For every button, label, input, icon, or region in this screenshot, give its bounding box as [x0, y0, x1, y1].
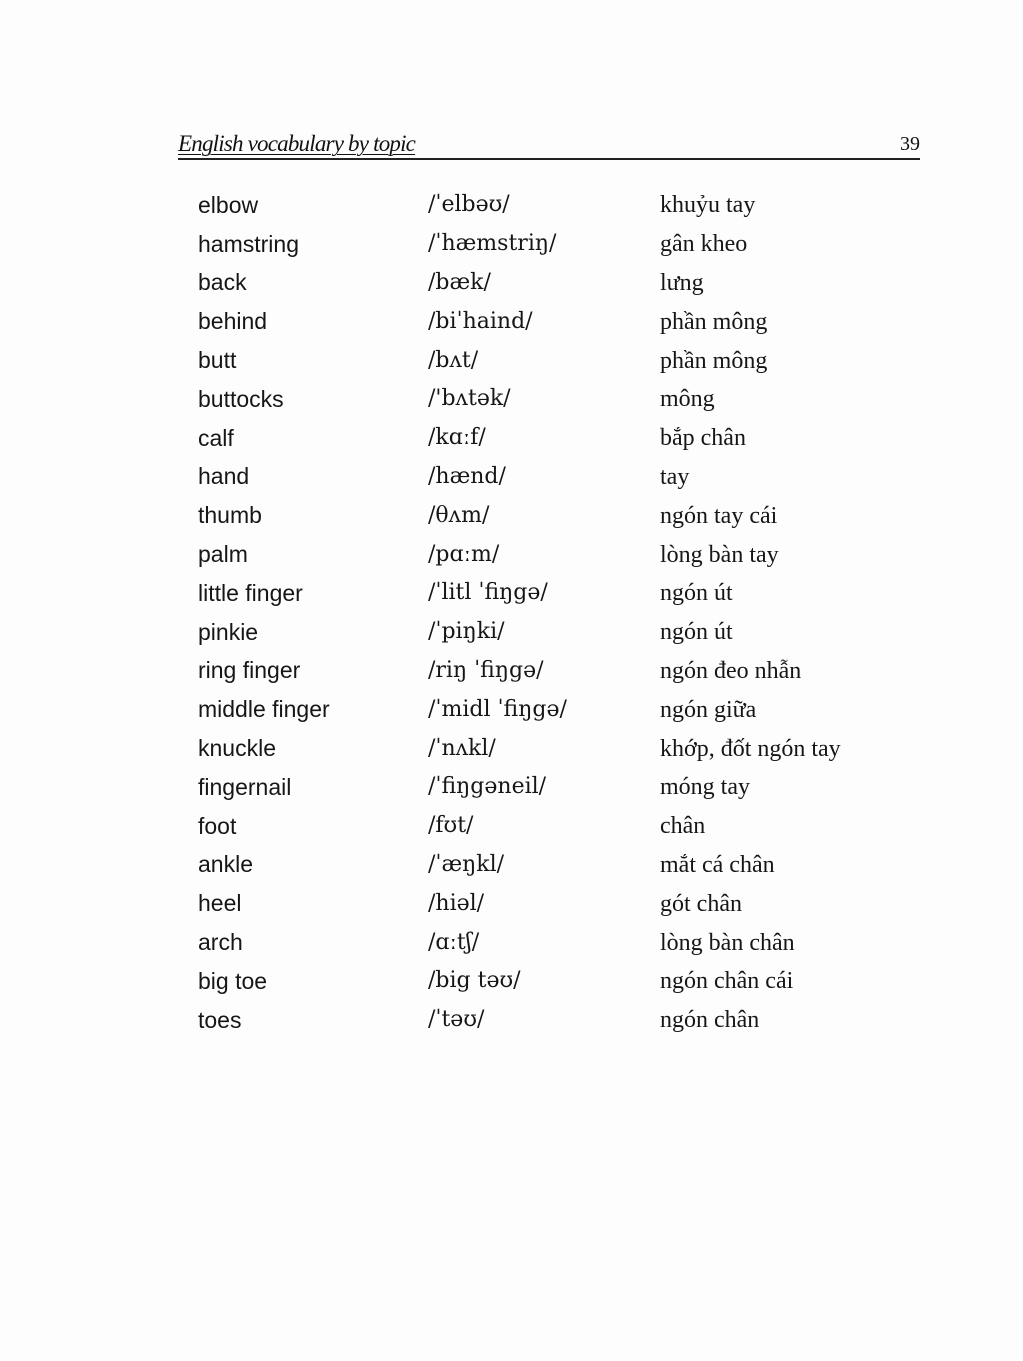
english-word: behind — [198, 308, 268, 335]
running-header — [178, 128, 920, 160]
pronunciation: /big təʊ/ — [428, 968, 521, 994]
vocab-row — [198, 923, 918, 962]
vietnamese-meaning: ngón chân cái — [660, 968, 794, 995]
vocab-row — [198, 186, 918, 225]
vocabulary-table — [198, 186, 918, 1040]
english-word: pinkie — [198, 618, 259, 645]
vocab-row — [198, 690, 918, 729]
vietnamese-meaning: chân — [660, 813, 706, 840]
vocab-row — [198, 302, 918, 341]
vocab-row — [198, 846, 918, 885]
vocab-row — [198, 652, 918, 691]
vietnamese-meaning: lòng bàn chân — [660, 929, 795, 956]
english-word: hand — [198, 463, 250, 490]
pronunciation: /riŋ ˈfiŋgə/ — [428, 657, 544, 683]
vocab-row — [198, 807, 918, 846]
pronunciation: /ˈhæmstriŋ/ — [428, 231, 557, 257]
pronunciation: /bʌt/ — [428, 347, 479, 373]
vietnamese-meaning: phần mông — [660, 308, 768, 335]
vietnamese-meaning: bắp chân — [660, 425, 746, 452]
pronunciation: /θʌm/ — [428, 502, 490, 528]
english-word: little finger — [198, 579, 303, 606]
english-word: middle finger — [198, 696, 330, 723]
english-word: foot — [198, 812, 237, 839]
english-word: knuckle — [198, 735, 276, 762]
english-word: ring finger — [198, 657, 301, 684]
vocab-row — [198, 380, 918, 419]
english-word: butt — [198, 347, 237, 374]
pronunciation: /ˈtəʊ/ — [428, 1007, 485, 1033]
english-word: calf — [198, 424, 234, 451]
vocab-row — [198, 496, 918, 535]
vietnamese-meaning: mông — [660, 386, 715, 413]
vocab-row — [198, 458, 918, 497]
vietnamese-meaning: mắt cá chân — [660, 851, 775, 878]
vietnamese-meaning: gân kheo — [660, 231, 748, 258]
english-word: hamstring — [198, 230, 299, 257]
pronunciation: /ˈnʌkl/ — [428, 735, 496, 761]
vocab-row — [198, 264, 918, 303]
vietnamese-meaning: ngón đeo nhẫn — [660, 657, 802, 684]
english-word: back — [198, 269, 247, 296]
pronunciation: /biˈhaind/ — [428, 308, 533, 334]
vietnamese-meaning: tay — [660, 463, 690, 490]
vocab-row — [198, 1001, 918, 1040]
vietnamese-meaning: ngón út — [660, 580, 733, 607]
pronunciation: /ˈmidl ˈfiŋgə/ — [428, 696, 567, 722]
vocab-row — [198, 574, 918, 613]
pronunciation: /ˈlitl ˈfiŋgə/ — [428, 580, 548, 606]
english-word: fingernail — [198, 773, 292, 800]
english-word: heel — [198, 890, 242, 917]
pronunciation: /ˈpiŋki/ — [428, 619, 505, 645]
vietnamese-meaning: móng tay — [660, 774, 750, 801]
vietnamese-meaning: lòng bàn tay — [660, 541, 779, 568]
english-word: toes — [198, 1006, 242, 1033]
english-word: palm — [198, 541, 248, 568]
vietnamese-meaning: khuỷu tay — [660, 192, 756, 219]
pronunciation: /hænd/ — [428, 463, 506, 489]
vocab-row — [198, 225, 918, 264]
pronunciation: /bæk/ — [428, 269, 491, 295]
vocab-row — [198, 341, 918, 380]
vocab-row — [198, 884, 918, 923]
vietnamese-meaning: gót chân — [660, 890, 742, 917]
pronunciation: /ˈfiŋgəneil/ — [428, 774, 547, 800]
pronunciation: /'bʌtək/ — [428, 386, 511, 412]
vocab-row — [198, 962, 918, 1001]
english-word: thumb — [198, 502, 262, 529]
header-title: English vocabulary by topic — [178, 131, 416, 156]
vietnamese-meaning: lưng — [660, 269, 704, 296]
vocab-row — [198, 768, 918, 807]
vocab-row — [198, 419, 918, 458]
english-word: big toe — [198, 967, 268, 994]
vietnamese-meaning: phần mông — [660, 347, 768, 374]
pronunciation: /kɑːf/ — [428, 425, 486, 451]
vietnamese-meaning: khớp, đốt ngón tay — [660, 735, 841, 762]
page-number: 39 — [900, 133, 920, 155]
pronunciation: /ˈelbəʊ/ — [428, 192, 510, 218]
pronunciation: /ɑːtʃ/ — [428, 929, 480, 955]
pronunciation: /hiəl/ — [428, 890, 485, 916]
pronunciation: /fʊt/ — [428, 813, 474, 839]
english-word: buttocks — [198, 385, 284, 412]
vietnamese-meaning: ngón chân — [660, 1007, 760, 1034]
pronunciation: /pɑːm/ — [428, 541, 500, 567]
english-word: ankle — [198, 851, 253, 878]
english-word: arch — [198, 929, 243, 956]
vocab-row — [198, 613, 918, 652]
vocab-row — [198, 729, 918, 768]
vietnamese-meaning: ngón út — [660, 619, 733, 646]
vietnamese-meaning: ngón tay cái — [660, 502, 778, 529]
english-word: elbow — [198, 191, 259, 218]
vietnamese-meaning: ngón giữa — [660, 696, 757, 723]
pronunciation: /ˈæŋkl/ — [428, 851, 505, 877]
vocab-row — [198, 535, 918, 574]
